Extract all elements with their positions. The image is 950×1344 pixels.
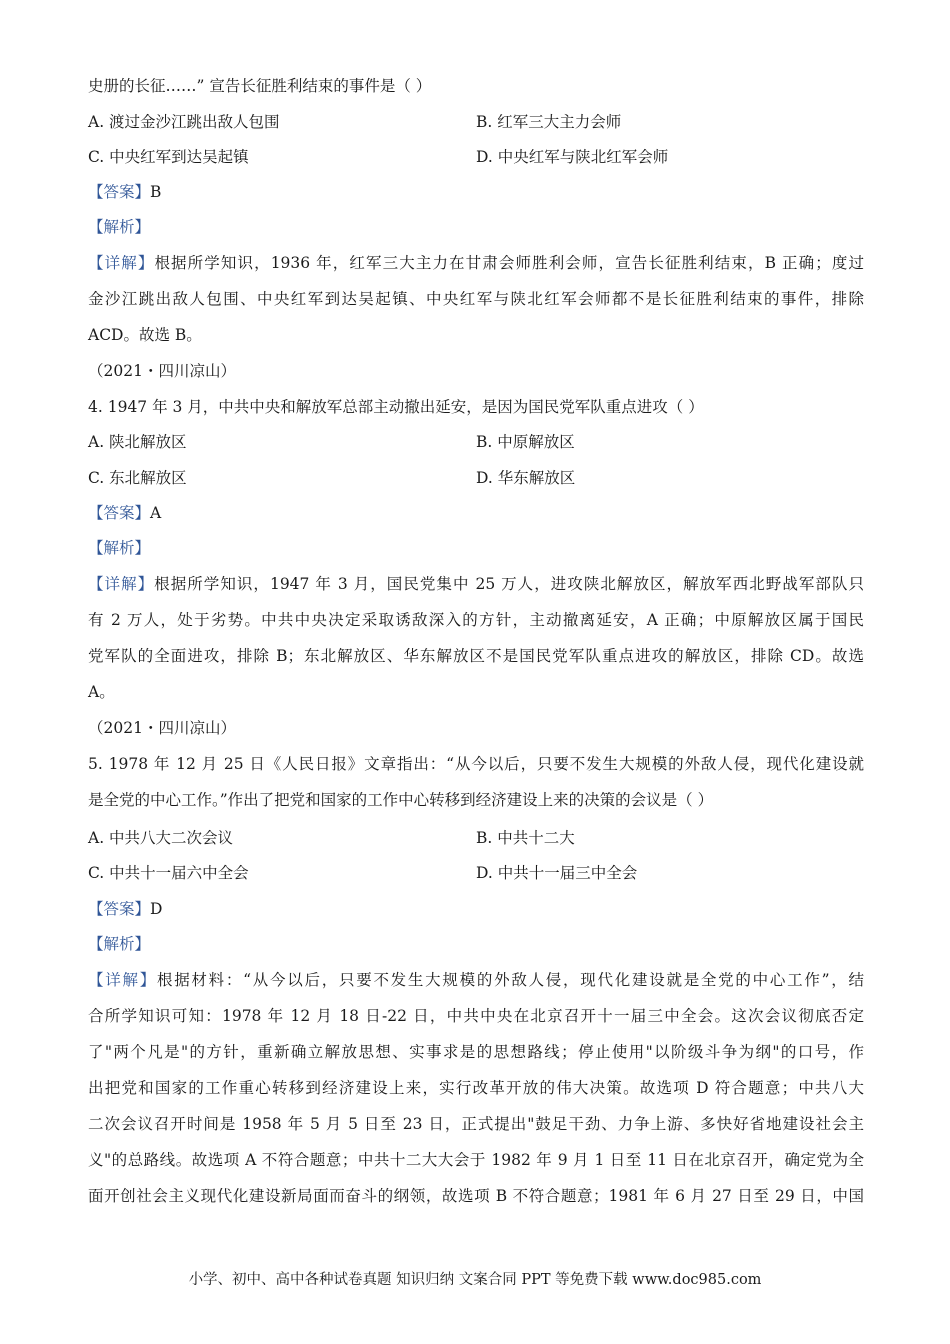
q4-detail-line: A。 [88,683,115,701]
q4-detail-line: 党军队的全面进攻，排除 B；东北解放区、华东解放区不是国民党军队重点进攻的解放区，排除 CD。故选 [88,647,864,665]
q5-analysis-label: 【解析】 [88,935,151,953]
q5-option-c: C. 中共十一届六中全会 [88,864,249,882]
q5-stem-line: 是全党的中心工作。”作出了把党和国家的工作中心转移到经济建设上来的决策的会议是（ ） [88,791,714,809]
detail-label: 【详解】 [88,254,155,272]
q3-detail-line [88,253,864,273]
q3-option-a: A. 渡过金沙江跳出敌人包围 [88,113,280,131]
q3-option-b: B. 红军三大主力会师 [476,113,622,131]
q3-detail-line: 金沙江跳出敌人包围、中央红军到达吴起镇、中央红军与陕北红军会师都不是长征胜利结束的事件，排除 [88,290,864,308]
q4-answer [88,503,161,523]
q4-stem: 4. 1947 年 3 月，中共中央和解放军总部主动撤出延安，是因为国民党军队重点进攻（ ） [88,398,704,416]
q5-answer [88,899,162,919]
detail-text: 根据所学知识，1947 年 3 月，国民党集中 25 万人，进攻陕北解放区，解放军西北野战军部队只 [154,575,864,593]
q4-detail-line [88,574,864,594]
q3-answer [88,182,161,202]
answer-value: A [150,504,162,522]
q5-option-b: B. 中共十二大 [476,829,575,847]
answer-label: 【答案】 [88,900,151,918]
answer-value: D [150,900,163,918]
q4-option-c: C. 东北解放区 [88,469,187,487]
answer-label: 【答案】 [88,183,151,201]
answer-value: B [150,183,162,201]
q4-option-b: B. 中原解放区 [476,433,575,451]
q5-detail-line: 合所学知识可知：1978 年 12 月 18 日-22 日，中共中央在北京召开十一届三中全会。这次会议彻底否定 [88,1007,864,1025]
q5-detail-line [88,970,864,990]
q4-option-d: D. 华东解放区 [476,469,576,487]
q4-analysis-label: 【解析】 [88,539,151,557]
q3-analysis-label: 【解析】 [88,218,151,236]
q3-stem-tail: 史册的长征……” 宣告长征胜利结束的事件是（ ） [88,77,432,95]
q3-option-d: D. 中央红军与陕北红军会师 [476,148,669,166]
q5-source: （2021・四川凉山） [88,719,236,737]
q4-option-a: A. 陕北解放区 [88,433,187,451]
detail-label: 【详解】 [88,575,155,593]
q5-detail-line: 出把党和国家的工作重心转移到经济建设上来，实行改革开放的伟大决策。故选项 D 符合题意；中共八大 [88,1079,864,1097]
detail-text: 根据材料：“从今以后，只要不发生大规模的外敌人侵，现代化建设就是全党的中心工作”，结 [156,971,864,989]
q5-option-a: A. 中共八大二次会议 [88,829,234,847]
q5-detail-line: 面开创社会主义现代化建设新局面而奋斗的纲领，故选项 B 不符合题意；1981 年 6 月 27 日至 29 日，中国 [88,1187,864,1205]
answer-label: 【答案】 [88,504,151,522]
q4-detail-line: 有 2 万人，处于劣势。中共中央决定采取诱敌深入的方针，主动撤离延安，A 正确；中原解放区属于国民 [88,611,864,629]
detail-text: 根据所学知识，1936 年，红军三大主力在甘肃会师胜利会师，宣告长征胜利结束，B 正确；度过 [154,254,864,272]
q5-detail-line: 二次会议召开时间是 1958 年 5 月 5 日至 23 日，正式提出"鼓足干劲、力争上游、多快好省地建设社会主 [88,1115,864,1133]
page-footer: 小学、初中、高中各种试卷真题 知识归纳 文案合同 PPT 等免费下载 www.doc985.com [188,1272,762,1288]
q3-detail-line: ACD。故选 B。 [88,326,202,344]
q5-option-d: D. 中共十一届三中全会 [476,864,638,882]
q4-source: （2021・四川凉山） [88,362,236,380]
detail-label: 【详解】 [88,971,157,989]
q5-detail-line: 了"两个凡是"的方针，重新确立解放思想、实事求是的思想路线；停止使用"以阶级斗争为纲"的口号，作 [88,1043,864,1061]
q5-detail-line: 义"的总路线。故选项 A 不符合题意；中共十二大大会于 1982 年 9 月 1 日至 11 日在北京召开，确定党为全 [88,1151,864,1169]
q3-option-c: C. 中央红军到达吴起镇 [88,148,249,166]
q5-stem-line: 5. 1978 年 12 月 25 日《人民日报》文章指出：“从今以后，只要不发生大规模的外敌人侵，现代化建设就 [88,755,864,773]
